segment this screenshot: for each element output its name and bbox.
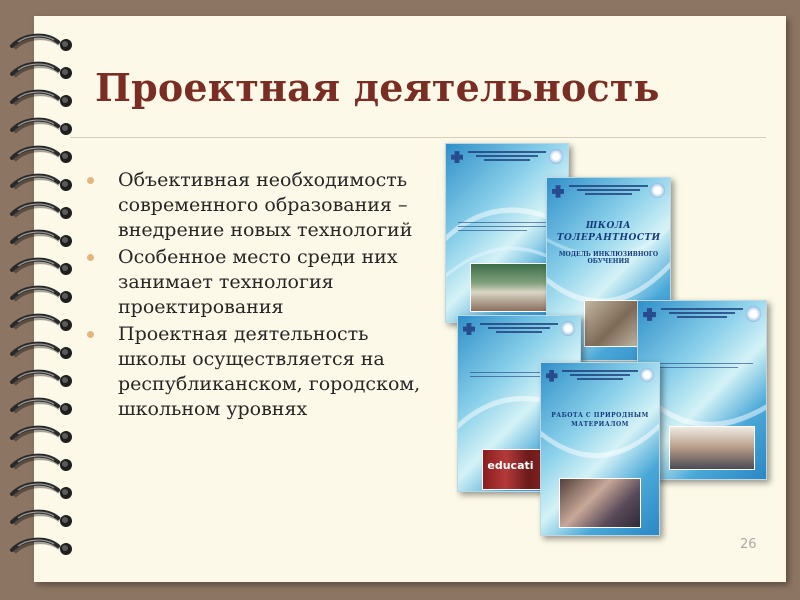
bullet-dot-icon [87,331,94,338]
emblem-icon [549,149,564,164]
cover-subtitle: МОДЕЛЬ ИНКЛЮЗИВНОГО ОБУЧЕНИЯ [558,250,659,265]
binding-ring-icon [12,400,72,415]
binding-ring-icon [12,36,72,51]
booklet-cover-nature [540,362,660,536]
title-divider [70,137,766,138]
bullet-item [86,168,436,243]
bullet-text: Объективная необходимость современного образования – внедрение новых технологий [118,169,413,241]
classroom-photo [470,263,548,311]
spiral-binding [0,16,92,582]
binding-ring-icon [12,176,72,191]
bullet-item [86,245,436,320]
binding-ring-icon [12,372,72,387]
emblem-icon [746,306,761,321]
binding-ring-icon [12,92,72,107]
slide-title: Проектная деятельность [95,65,660,110]
cover-title: РАБОТА С ПРИРОДНЫМ МАТЕРИАЛОМ [551,412,649,429]
bullet-dot-icon [87,177,94,184]
binding-ring-icon [12,232,72,247]
binding-ring-icon [12,148,72,163]
binding-ring-icon [12,512,72,527]
bullet-text: Особенное место среди них занимает технология проектирования [118,246,398,318]
binding-ring-icon [12,120,72,135]
binding-ring-icon [12,204,72,219]
page-number: 26 [740,537,757,552]
bullet-list [86,168,436,424]
cover-title: ШКОЛА ТОЛЕРАНТНОСТИ [556,220,661,243]
emblem-icon [561,321,576,336]
bullet-dot-icon [87,254,94,261]
binding-ring-icon [12,428,72,443]
binding-ring-icon [12,456,72,471]
binding-ring-icon [12,484,72,499]
bullet-item [86,322,436,422]
binding-ring-icon [12,260,72,275]
class-photo [669,426,755,471]
binding-ring-icon [12,540,72,555]
bullet-text: Проектная деятельность школы осуществляется на республиканском, городском, школьном уровнях [118,323,421,420]
binding-ring-icon [12,316,72,331]
binding-ring-icon [12,288,72,303]
binding-ring-icon [12,344,72,359]
cover-photo-text: educati [487,459,534,472]
workshop-photo [559,478,641,528]
binding-ring-icon [12,64,72,79]
